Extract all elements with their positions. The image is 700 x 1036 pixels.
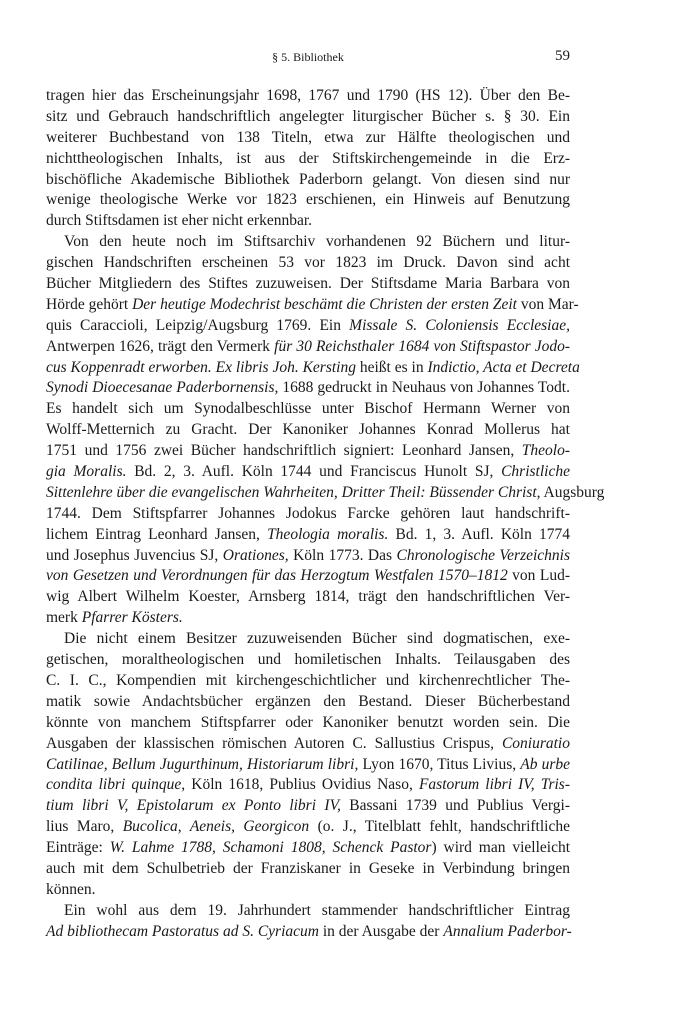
text-segment: matik sowie Andachtsbücher ergänzen den Bestand. Dieser Bücherbestand	[46, 692, 570, 710]
text-line	[46, 859, 570, 880]
text-line	[46, 274, 570, 295]
text-line	[46, 713, 570, 734]
text-segment: Köln 1773. Das	[288, 546, 397, 564]
running-head	[46, 48, 570, 70]
italic-text: cus Koppenradt erworben. Ex libris Joh. Kersting	[46, 358, 356, 376]
italic-text: Catilinae, Bellum Jugurthinum, Historiarum libri,	[46, 755, 359, 773]
text-segment: Lyon 1670, Titus Livius,	[358, 755, 521, 773]
text-line	[46, 838, 570, 859]
text-segment: tragen hier das Erscheinungsjahr 1698, 1767 und 1790 (HS 12). Über den Be-	[46, 87, 570, 104]
text-line	[46, 629, 570, 650]
text-segment: sitz und Gebrauch handschriftlich angelegter liturgischer Bücher s. § 30. Ein	[46, 107, 570, 125]
body-text	[46, 86, 605, 943]
page-number: 59	[555, 48, 570, 64]
italic-text: für 30 Reichsthaler 1684 von Stiftspastor Jodo-	[274, 337, 570, 355]
text-segment: Von den heute noch im Stiftsarchiv vorhandenen 92 Büchern und litur-	[64, 233, 570, 251]
text-segment: Hörde gehört	[46, 295, 133, 313]
text-segment: wig Albert Wilhelm Koester, Arnsberg 1814, trägt den handschriftlichen Ver-	[46, 588, 570, 606]
text-line	[46, 378, 570, 399]
text-segment: ) wird man vielleicht	[431, 839, 571, 857]
text-line	[46, 587, 570, 608]
text-segment: Bd. 2, 3. Aufl. Köln 1744 und Franciscus Hunolt SJ,	[126, 463, 502, 481]
text-segment: von Mar-	[516, 295, 579, 313]
text-segment: nichttheologischen Inhalts, ist aus der Stiftskirchengemeinde in die Erz-	[46, 149, 570, 167]
italic-text: Ab urbe	[520, 755, 571, 773]
text-segment: Köln 1618, Publius Ovidius Naso,	[185, 776, 419, 794]
italic-text: Coniuratio	[501, 734, 570, 752]
italic-text: Indictio, Acta et Decreta	[427, 358, 580, 376]
italic-text: Theologia moralis.	[267, 525, 389, 543]
text-line	[46, 295, 579, 316]
text-segment: C. I. C., Kompendien mit kirchengeschichtlicher und kirchenrechtlicher The-	[46, 671, 570, 689]
text-segment: Antwerpen 1626, trägt den Vermerk	[46, 337, 275, 355]
text-segment: Bücher Mitgliedern des Stiftes zuzuweisen. Der Stiftsdame Maria Barbara von	[46, 275, 570, 293]
text-line	[46, 671, 570, 692]
running-head-title: § 5. Bibliothek	[272, 50, 344, 64]
italic-text: Christliche	[501, 463, 570, 481]
text-segment: wenige theologische Werke vor 1823 erschienen, ein Hinweis auf Benutzung	[46, 191, 570, 209]
italic-text: Der heutige Modechrist beschämt die Christen der ersten Zeit	[132, 295, 517, 313]
italic-text: tium libri V, Epistolarum ex Ponto libri IV,	[46, 797, 341, 815]
text-line	[46, 190, 570, 211]
text-segment: Ausgaben der klassischen römischen Autoren C. Sallustius Crispus,	[46, 734, 502, 752]
text-line	[46, 692, 570, 713]
text-segment: könnte von manchem Stiftspfarrer oder Kanoniker benutzt worden sein. Die	[46, 713, 570, 731]
italic-text: Theolo-	[521, 442, 570, 460]
text-line	[46, 128, 570, 149]
text-segment: Ein wohl aus dem 19. Jahrhundert stammender handschriftlicher Eintrag	[64, 901, 570, 919]
italic-text: von Gesetzen und Verordnungen für das Herzogtum Westfalen 1570–1812	[46, 567, 508, 585]
text-segment: von Lud-	[507, 567, 570, 585]
text-line	[46, 170, 570, 191]
text-line	[46, 608, 570, 629]
text-segment: merk	[46, 609, 82, 627]
text-line	[46, 922, 570, 943]
text-line	[46, 901, 570, 922]
text-line	[46, 880, 570, 901]
text-line	[46, 483, 605, 504]
text-segment: Die nicht einem Besitzer zuzuweisenden Bücher sind dogmatischen, exe-	[64, 630, 570, 648]
text-segment: bischöfliche Akademische Bibliothek Paderborn gelangt. Von diesen sind nur	[46, 170, 570, 188]
text-segment: 1688 gedruckt in Neuhaus von Johannes Todt.	[278, 379, 570, 397]
text-segment: in der Ausgabe der	[318, 922, 444, 940]
text-segment: Augsburg	[540, 483, 605, 501]
italic-text: Orationes,	[222, 546, 289, 564]
text-segment: durch Stiftsdamen ist eher nicht erkennbar.	[46, 212, 313, 230]
text-segment: 1751 und 1756 zwei Bücher handschriftlich signiert: Leonhard Jansen,	[46, 442, 522, 460]
text-line	[46, 253, 570, 274]
text-line	[46, 399, 570, 420]
italic-text: Pfarrer Kösters.	[81, 609, 183, 627]
text-line	[46, 211, 570, 232]
text-line	[46, 358, 580, 379]
italic-text: Chronologische Verzeichnis	[396, 546, 571, 564]
text-line	[46, 316, 570, 337]
text-segment: Bd. 1, 3. Aufl. Köln 1774	[388, 525, 570, 543]
text-segment: und Josephus Juvencius SJ,	[46, 546, 223, 564]
text-segment: gischen Handschriften erscheinen 53 vor 1823 im Druck. Davon sind acht	[46, 254, 570, 272]
text-line	[46, 817, 570, 838]
text-segment: können.	[46, 880, 96, 898]
italic-text: Missale S. Coloniensis Ecclesiae,	[349, 316, 570, 334]
italic-text: Sittenlehre über die evangelischen Wahrheiten, Dritter Theil: Büssender Christ,	[46, 483, 541, 501]
text-line	[46, 86, 570, 107]
text-line	[46, 755, 570, 776]
italic-text: Synodi Dioecesanae Paderbornensis,	[46, 379, 279, 397]
text-line	[46, 420, 570, 441]
text-segment: lichem Eintrag Leonhard Jansen,	[46, 525, 268, 543]
text-line	[46, 107, 570, 128]
italic-text: condita libri quinque,	[46, 776, 186, 794]
text-line	[46, 796, 570, 817]
text-line	[46, 546, 570, 567]
italic-text: Fastorum libri IV, Tris-	[418, 776, 570, 794]
text-segment: getischen, moraltheologischen und homiletischen Inhalts. Teilausgaben des	[46, 651, 570, 669]
text-line	[46, 441, 570, 462]
text-segment: (o. J., Titelblatt fehlt, handschriftliche	[309, 818, 570, 836]
text-segment: auch mit dem Schulbetrieb der Franziskaner in Geseke in Verbindung bringen	[46, 859, 570, 877]
text-segment: Bassani 1739 und Publius Vergi-	[340, 797, 570, 815]
text-line	[46, 525, 570, 546]
text-line	[46, 566, 570, 587]
text-segment: Wolff-Metternich zu Gracht. Der Kanoniker Johannes Konrad Mollerus hat	[46, 421, 570, 439]
text-line	[46, 149, 570, 170]
text-segment: heißt es in	[356, 358, 428, 376]
italic-text: W. Lahme 1788, Schamoni 1808, Schenck Pastor	[109, 839, 432, 857]
text-segment: quis Caraccioli, Leipzig/Augsburg 1769. Ein	[46, 316, 350, 334]
text-line	[46, 337, 570, 358]
text-segment: Es handelt sich um Synodalbeschlüsse unter Bischof Hermann Werner von	[46, 400, 570, 418]
text-line	[46, 504, 570, 525]
text-line	[46, 462, 570, 483]
italic-text: Bucolica, Aeneis, Georgicon	[122, 818, 310, 836]
text-line	[46, 650, 570, 671]
text-segment: 1744. Dem Stiftspfarrer Johannes Jodokus Farcke gehören laut handschrift-	[46, 504, 570, 522]
italic-text: Ad bibliothecam Pastoratus ad S. Cyriacum	[46, 922, 319, 940]
text-segment: weiterer Buchbestand von 138 Titeln, etwa zur Hälfte theologischen und	[46, 128, 570, 146]
italic-text: gia Moralis.	[46, 463, 127, 481]
text-segment: lius Maro,	[46, 818, 123, 836]
text-line	[46, 734, 570, 755]
text-line	[46, 232, 570, 253]
text-segment: Einträge:	[46, 839, 110, 857]
text-line	[46, 775, 570, 796]
italic-text: Annalium Paderbor-	[443, 922, 572, 940]
